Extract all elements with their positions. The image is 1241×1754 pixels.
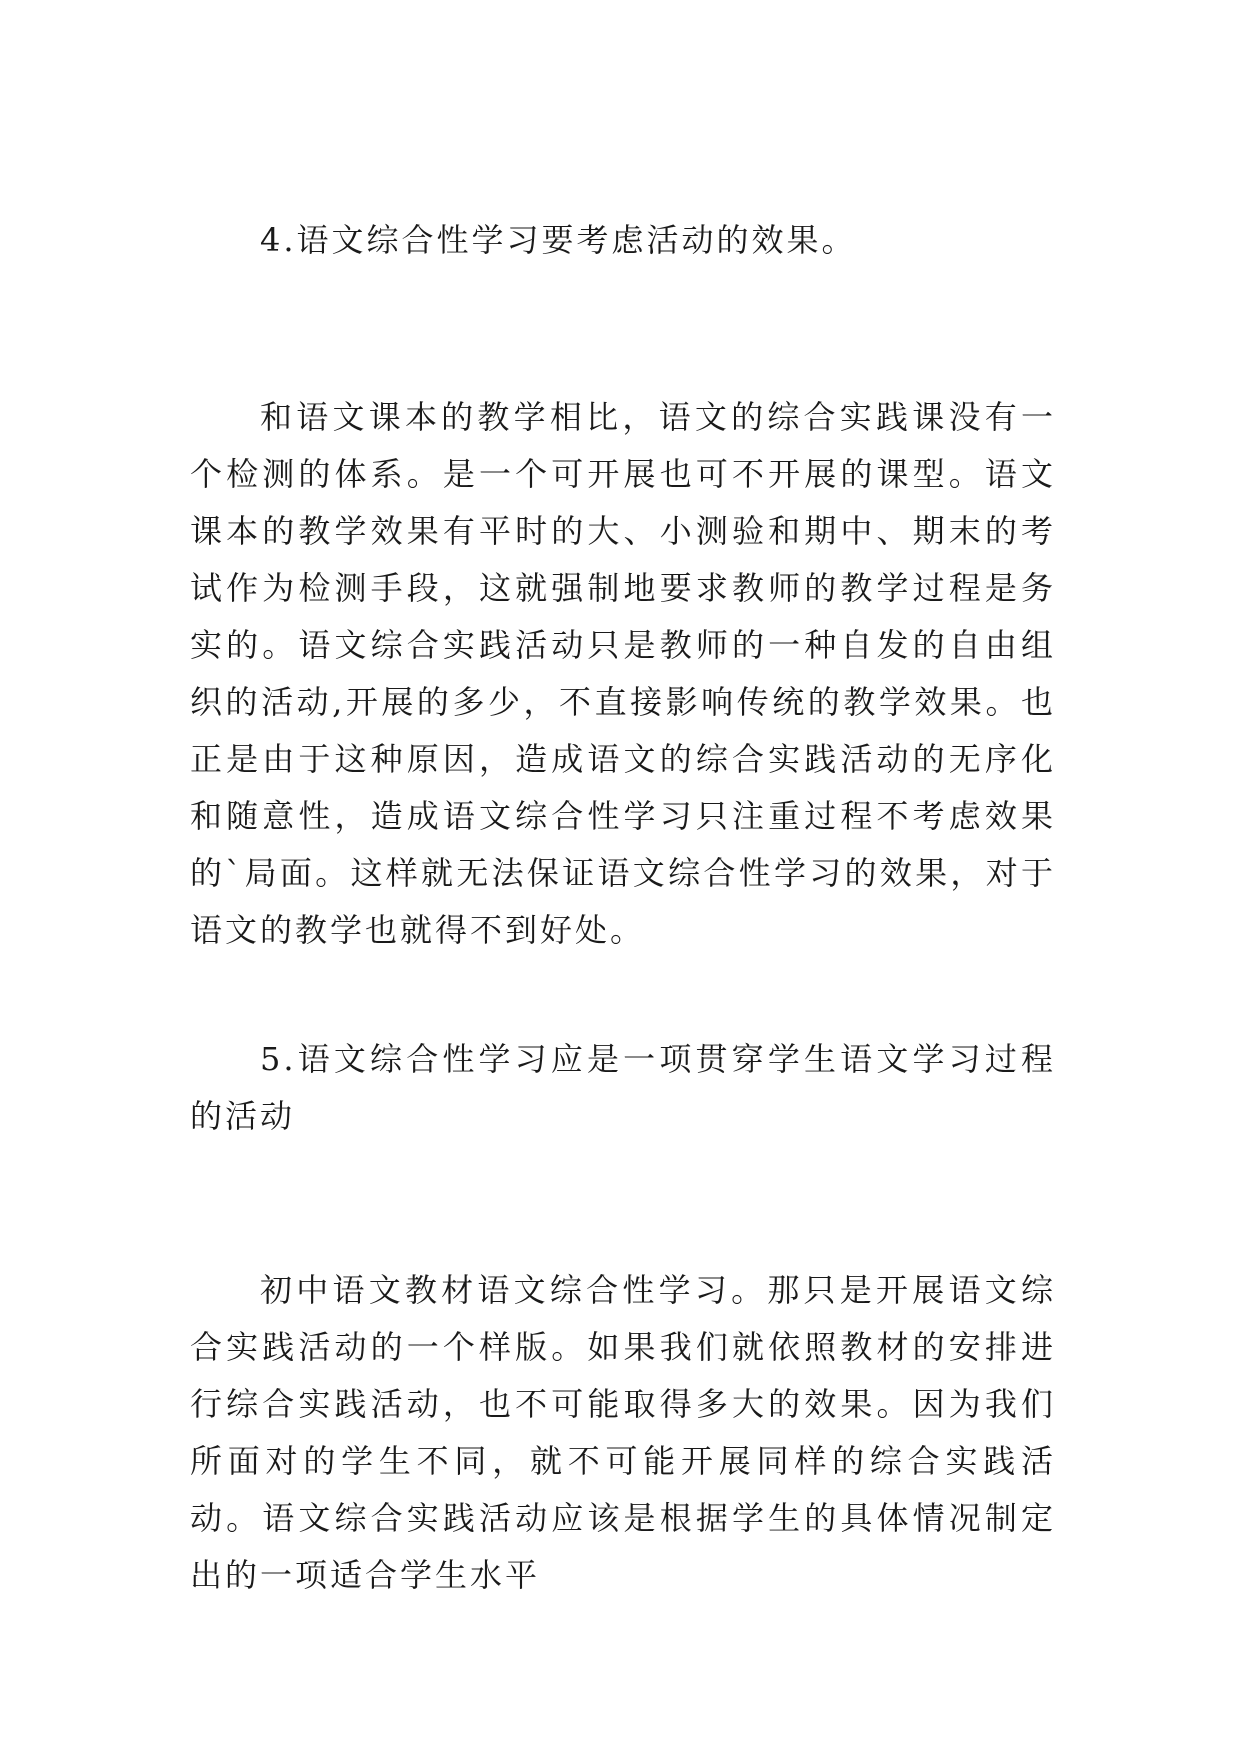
body-paragraph-2: 初中语文教材语文综合性学习。那只是开展语文综合实践活动的一个样版。如果我们就依照教材的安排进行综合实践活动，也不可能取得多大的效果。因为我们所面对的学生不同，就不可能开展同样的综合实践活动。语文综合实践活动应该是根据学生的具体情况制定出的一项适合学生水平	[190, 1271, 1056, 1594]
section-heading-4: 4.语文综合性学习要考虑活动的效果。	[260, 221, 857, 259]
section-heading-5: 5.语文综合性学习应是一项贯穿学生语文学习过程的活动	[190, 1040, 1056, 1135]
body-paragraph-1: 和语文课本的教学相比，语文的综合实践课没有一个检测的体系。是一个可开展也可不开展的课型。语文课本的教学效果有平时的大、小测验和期中、期末的考试作为检测手段，这就强制地要求教师的教学过程是务实的。语文综合实践活动只是教师的一种自发的自由组织的活动,开展的多少，不直接影响传统的教学效果。也正是由于这种原因，造成语文的综合实践活动的无序化和随意性，造成语文综合性学习只注重过程不考虑效果的`局面。这样就无法保证语文综合性学习的效果，对于语文的教学也就得不到好处。	[190, 398, 1056, 949]
